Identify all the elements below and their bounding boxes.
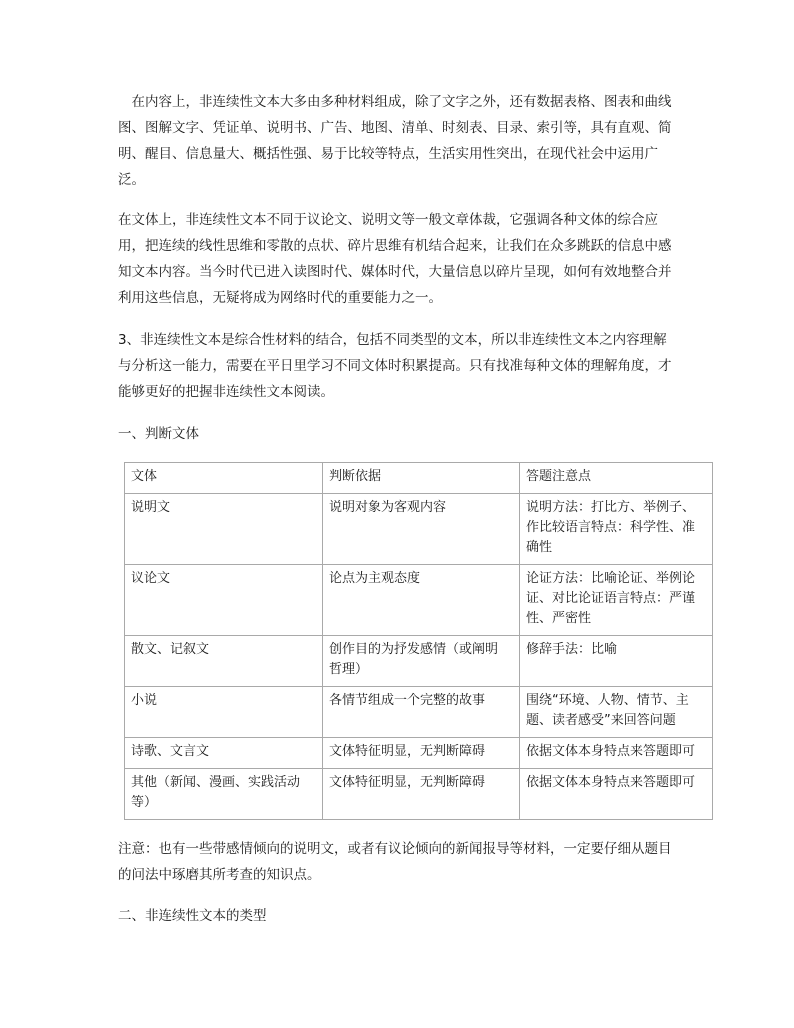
table-row (125, 769, 713, 820)
table-cell: 议论文 (125, 565, 323, 636)
text-line: 明、醒目、信息量大、概括性强、易于比较等特点，生活实用性突出，在现代社会中运用广 (118, 146, 658, 162)
table-header-cell: 判断依据 (323, 463, 520, 494)
style-judgment-table (124, 462, 713, 820)
text-line: 3、非连续性文本是综合性材料的结合，包括不同类型的文本，所以非连续性文本之内容理解 (118, 332, 667, 348)
paragraph-style (118, 207, 690, 311)
table-cell: 论点为主观态度 (323, 565, 520, 636)
table-row (125, 738, 713, 769)
table-cell: 说明方法：打比方、举例子、 作比较语言特点：科学性、准 确性 (520, 494, 713, 565)
table-header-row (125, 463, 713, 494)
table-row (125, 636, 713, 687)
text-line: 图、图解文字、凭证单、说明书、广告、地图、清单、时刻表、目录、索引等，具有直观、简 (118, 120, 672, 136)
note-paragraph (118, 836, 690, 888)
table-cell: 其他（新闻、漫画、实践活动 等） (125, 769, 323, 820)
table-cell: 各情节组成一个完整的故事 (323, 687, 520, 738)
table-cell: 创作目的为抒发感情（或阐明 哲理） (323, 636, 520, 687)
text-line: 的问法中琢磨其所考查的知识点。 (118, 867, 321, 883)
text-line: 知文本内容。当今时代已进入读图时代、媒体时代，大量信息以碎片呈现，如何有效地整合并 (118, 264, 672, 280)
table-header-cell: 答题注意点 (520, 463, 713, 494)
table-cell: 围绕“环境、人物、情节、主 题、读者感受”来回答问题 (520, 687, 713, 738)
table-cell: 小说 (125, 687, 323, 738)
table-cell: 说明对象为客观内容 (323, 494, 520, 565)
table-cell: 诗歌、文言文 (125, 738, 323, 769)
table-cell: 依据文体本身特点来答题即可 (520, 769, 713, 820)
text-line: 能够更好的把握非连续性文本阅读。 (118, 384, 334, 400)
table-cell: 文体特征明显，无判断障碍 (323, 738, 520, 769)
table-cell: 论证方法：比喻论证、举例论 证、对比论证语言特点：严谨 性、严密性 (520, 565, 713, 636)
text-line: 用，把连续的线性思维和零散的点状、碎片思维有机结合起来，让我们在众多跳跃的信息中感 (118, 238, 672, 254)
paragraph-content (118, 89, 690, 193)
text-line: 泛。 (118, 172, 145, 188)
text-line: 利用这些信息，无疑将成为网络时代的重要能力之一。 (118, 290, 442, 306)
table-row (125, 494, 713, 565)
table-row (125, 565, 713, 636)
table-cell: 依据文体本身特点来答题即可 (520, 738, 713, 769)
table-row (125, 687, 713, 738)
table-cell: 说明文 (125, 494, 323, 565)
table-cell: 散文、记叙文 (125, 636, 323, 687)
table-header-cell: 文体 (125, 463, 323, 494)
section-heading-text-types: 二、非连续性文本的类型 (118, 908, 267, 924)
text-line: 在内容上，非连续性文本大多由多种材料组成，除了文字之外，还有数据表格、图表和曲线 (118, 94, 672, 110)
text-line: 与分析这一能力，需要在平日里学习不同文体时积累提高。只有找准每种文体的理解角度，才 (118, 358, 672, 374)
text-line: 在文体上，非连续性文本不同于议论文、说明文等一般文章体裁，它强调各种文体的综合应 (118, 212, 658, 228)
table-cell: 修辞手法：比喻 (520, 636, 713, 687)
section-heading-judge-style: 一、判断文体 (118, 426, 199, 442)
text-line: 注意：也有一些带感情倾向的说明文，或者有议论倾向的新闻报导等材料，一定要仔细从题目 (118, 841, 672, 857)
paragraph-point-3 (118, 327, 690, 405)
table-cell: 文体特征明显，无判断障碍 (323, 769, 520, 820)
